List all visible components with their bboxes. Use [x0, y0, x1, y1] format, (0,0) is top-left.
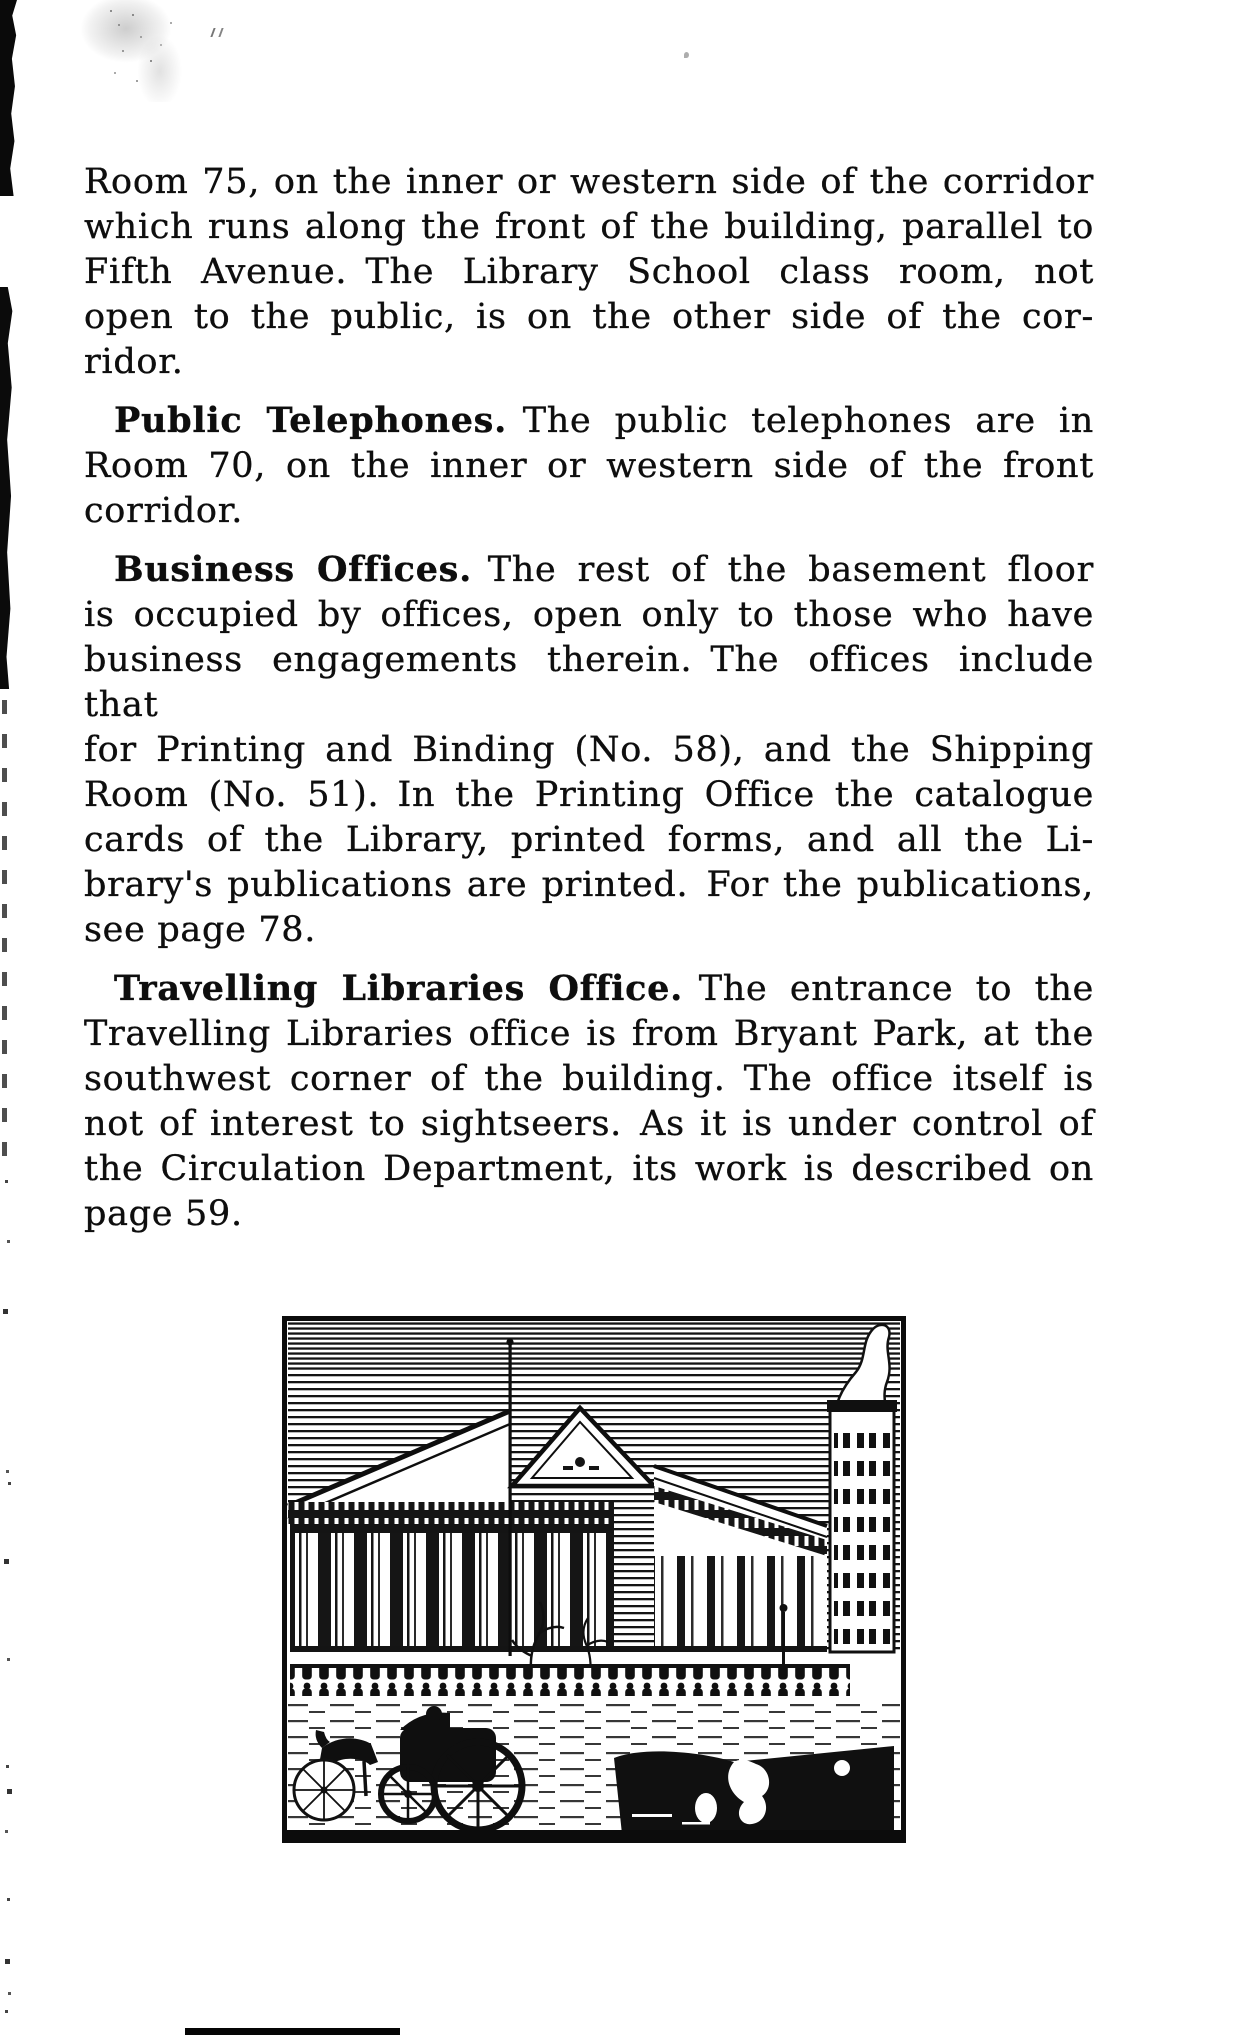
binding-edge-mark-top: [0, 0, 17, 196]
text-line: Travelling Libraries office is from Bryant Park, at the: [84, 1014, 1094, 1054]
paragraph-lead: Public Telephones.: [114, 400, 507, 441]
text-line: open to the public, is on the other side of the cor-: [84, 297, 1094, 337]
library-building-engraving: [282, 1316, 906, 1843]
text-line: ridor.: [84, 342, 184, 382]
paragraph-lead: Business Offices.: [114, 549, 472, 590]
stray-ink-speck: [684, 52, 689, 58]
text-line: business engagements therein. The offices include that: [84, 640, 1094, 725]
text-line: Travelling Libraries Office. The entrance to the: [114, 968, 1094, 1009]
text-line: brary's publications are printed. For the publications,: [84, 865, 1094, 905]
text-line: for Printing and Binding (No. 58), and the Shipping: [84, 730, 1094, 770]
text-line: Fifth Avenue. The Library School class room, not: [84, 252, 1094, 292]
paragraph-lead: Travelling Libraries Office.: [114, 968, 684, 1009]
text-line: see page 78.: [84, 910, 317, 950]
binding-edge-dashed-line: [2, 700, 7, 1160]
text-line: Public Telephones. The public telephones are in: [114, 400, 1095, 441]
text-line: which runs along the front of the building, parallel to: [84, 207, 1094, 247]
text-line: corridor.: [84, 491, 244, 531]
paragraph-room-75-continuation: [84, 160, 1094, 385]
paragraph-public-telephones: [84, 398, 1094, 534]
text-line: southwest corner of the building. The office itself is: [84, 1059, 1094, 1099]
paragraph-business-offices: [84, 547, 1094, 953]
binding-edge-mark-middle: [0, 287, 13, 689]
text-line: cards of the Library, printed forms, and all the Li-: [84, 820, 1094, 860]
text-line: Room 75, on the inner or western side of the corridor: [84, 162, 1094, 202]
text-line: the Circulation Department, its work is described on: [84, 1149, 1094, 1189]
corner-smudge: [78, 0, 198, 102]
text-block: [84, 160, 1094, 1250]
text-line: Room 70, on the inner or western side of the front: [84, 446, 1094, 486]
corner-smudge-dots: [110, 10, 112, 12]
stray-pen-mark: [210, 28, 223, 37]
text-line: Room (No. 51). In the Printing Office the catalogue: [84, 775, 1094, 815]
text-line: page 59.: [84, 1194, 243, 1234]
text-line: is occupied by offices, open only to those who have: [84, 595, 1094, 635]
bottom-edge-mark: [185, 2028, 400, 2035]
text-line: Business Offices. The rest of the basement floor: [114, 549, 1094, 590]
text-line: not of interest to sightseers. As it is under control of: [84, 1104, 1094, 1144]
binding-edge-specks: [5, 1180, 8, 1183]
paragraph-travelling-libraries-office: [84, 966, 1094, 1237]
